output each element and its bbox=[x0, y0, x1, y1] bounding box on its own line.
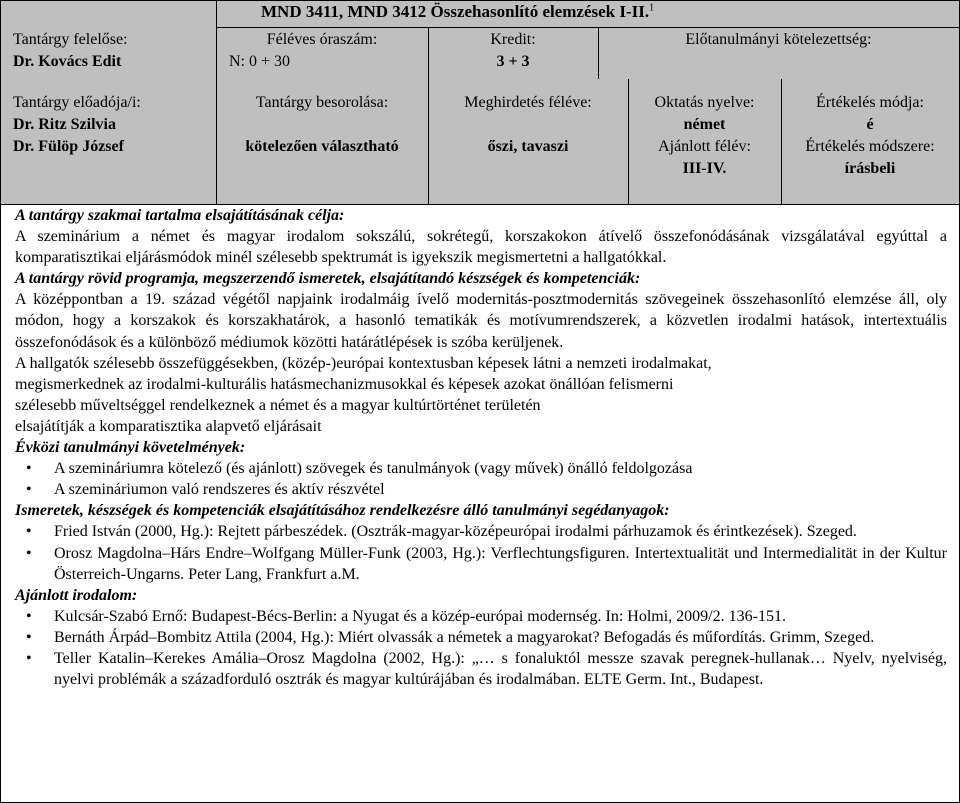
bullet-icon: • bbox=[26, 523, 32, 541]
bullet-icon: • bbox=[26, 628, 32, 646]
cel-text: A szeminárium a német és magyar irodalom sokszálú, sokrétegű, korszakokon átívelő összefonódásának vizsgálatával egyúttal a komparatisztikai eljárásmódok minél szélesebb spektrumát is igyekszik megismertetni a hallgatókkal. bbox=[15, 228, 947, 267]
elotanulmany-label: Előtanulmányi kötelezettség: bbox=[685, 31, 872, 48]
list-item bbox=[15, 648, 947, 690]
kredit-label: Kredit: bbox=[490, 31, 536, 48]
course-title-text: MND 3411, MND 3412 Összehasonlító elemzések I-II. bbox=[261, 2, 650, 21]
besorolas-value: kötelezően választható bbox=[245, 138, 399, 155]
segedanyag-list bbox=[15, 521, 947, 584]
list-item bbox=[15, 543, 947, 585]
nyelv-value: német bbox=[683, 116, 726, 133]
nyelv-label: Oktatás nyelve: bbox=[654, 94, 755, 111]
eloado-2: Dr. Fülöp József bbox=[13, 138, 124, 155]
bullet-icon: • bbox=[26, 607, 32, 625]
list-item-text: Bernáth Árpád–Bombitz Attila (2004, Hg.): Miért olvassák a németek a magyarokat? Befogadás és műfordítás. Grimm, Szeged. bbox=[54, 628, 875, 646]
list-item-text: A szemináriumra kötelező (és ajánlott) szövegek és tanulmányok (vagy művek) önálló feldolgozása bbox=[54, 460, 693, 478]
list-item-text: Kulcsár-Szabó Ernő: Budapest-Bécs-Berlin: a Nyugat és a közép-európai modernség. In: Holmi, 2009/2. 136-151. bbox=[54, 607, 786, 625]
segedanyag-heading: Ismeretek, készségek és kompetenciák elsajátításához rendelkezésre álló tanulmányi segédanyagok: bbox=[15, 502, 670, 520]
felelos-value: Dr. Kovács Edit bbox=[13, 53, 122, 70]
header-row-1 bbox=[1, 1, 959, 80]
felelos-label: Tantárgy felelőse: bbox=[13, 31, 128, 48]
list-item-text: Orosz Magdolna–Hárs Endre–Wolfgang Müller-Funk (2003, Hg.): Verflechtungsfiguren. Intertextualität und Intermedialität in der Kultur Österreich-Ungarns. Peter Lang, Frankfurt a.M. bbox=[54, 544, 947, 583]
kredit-value: 3 + 3 bbox=[496, 53, 530, 70]
program-heading: A tantárgy rövid programja, megszerzendő ismeretek, elsajátítandó készségek és kompetenciák: bbox=[15, 270, 641, 288]
footnote-marker: 1 bbox=[649, 2, 655, 14]
list-item-text: Teller Katalin–Kerekes Amália–Orosz Magdolna (2002, Hg.): „… s fonaluktól messze szavak peregnek-hullanak… Nyelv, nyelviség, nyelvi problémák a századforduló osztrák és magyar kultúrájában és irodalmában. ELTE Germ. Int., Budapest. bbox=[54, 649, 947, 689]
list-item bbox=[15, 479, 947, 500]
besorolas-label: Tantárgy besorolása: bbox=[255, 94, 389, 111]
kovetelmeny-heading: Évközi tanulmányi követelmények: bbox=[15, 439, 246, 457]
bullet-icon: • bbox=[26, 481, 32, 499]
program-line: szélesebb műveltséggel rendelkeznek a német és a magyar kultúrtörténet területén bbox=[15, 396, 541, 414]
ajanlott-felev-label: Ajánlott félév: bbox=[658, 138, 751, 155]
course-title bbox=[261, 2, 654, 22]
program-line: megismerkednek az irodalmi-kulturális hatásmechanizmusokkal és képesek azokat önállóan felismerni bbox=[15, 375, 674, 393]
meghirdetes-value: őszi, tavaszi bbox=[487, 138, 569, 155]
meghirdetes-label: Meghirdetés féléve: bbox=[464, 94, 592, 111]
oraszam-label: Féléves óraszám: bbox=[266, 31, 378, 48]
program-line: elsajátítják a komparatisztika alapvető eljárásait bbox=[15, 417, 322, 435]
cel-heading: A tantárgy szakmai tartalma elsajátításának célja: bbox=[15, 207, 345, 224]
course-title-bar bbox=[216, 1, 959, 28]
kovetelmeny-list bbox=[15, 458, 947, 500]
bullet-icon: • bbox=[26, 544, 32, 562]
header-row-2 bbox=[1, 79, 959, 205]
program-text: A középpontban a 19. század végétől napjaink irodalmáig ívelő modernitás-posztmodernitás szövegeinek összehasonlító elemzése áll, oly módon, hogy a korszakok és korszakhatárok, a hasonló tematikák és motívumrendszerek, a közvetlen irodalmi hatások, intertextuális összefonódások és a különböző médiumok közötti határátlépések is szóba kerüljenek. bbox=[15, 291, 947, 351]
irodalom-list bbox=[15, 606, 947, 690]
list-item bbox=[15, 521, 947, 542]
bullet-icon: • bbox=[26, 460, 32, 478]
ertekeles-mod-label: Értékelés módja: bbox=[816, 94, 924, 111]
ertekeles-modszer-value: írásbeli bbox=[844, 160, 896, 177]
list-item-text: A szemináriumon való rendszeres és aktív részvétel bbox=[54, 481, 385, 499]
irodalom-heading: Ajánlott irodalom: bbox=[15, 586, 138, 604]
list-item-text: Fried István (2000, Hg.): Rejtett párbeszédek. (Osztrák-magyar-középeurópai irodalmi párhuzamok és érintkezések). Szeged. bbox=[54, 523, 857, 541]
eloado-label: Tantárgy előadója/i: bbox=[13, 94, 141, 111]
ertekeles-mod-value: é bbox=[866, 116, 874, 133]
course-body bbox=[15, 205, 947, 690]
bullet-icon: • bbox=[26, 649, 32, 667]
eloado-1: Dr. Ritz Szilvia bbox=[13, 116, 116, 133]
program-line: A hallgatók szélesebb összefüggésekben, (közép-)európai kontextusban képesek látni a nemzeti irodalmakat, bbox=[15, 354, 712, 372]
list-item bbox=[15, 606, 947, 627]
list-item bbox=[15, 458, 947, 479]
oraszam-value: N: 0 + 30 bbox=[229, 53, 291, 70]
ajanlott-felev-value: III-IV. bbox=[682, 160, 727, 177]
ertekeles-modszer-label: Értékelés módszere: bbox=[805, 138, 935, 155]
list-item bbox=[15, 627, 947, 648]
